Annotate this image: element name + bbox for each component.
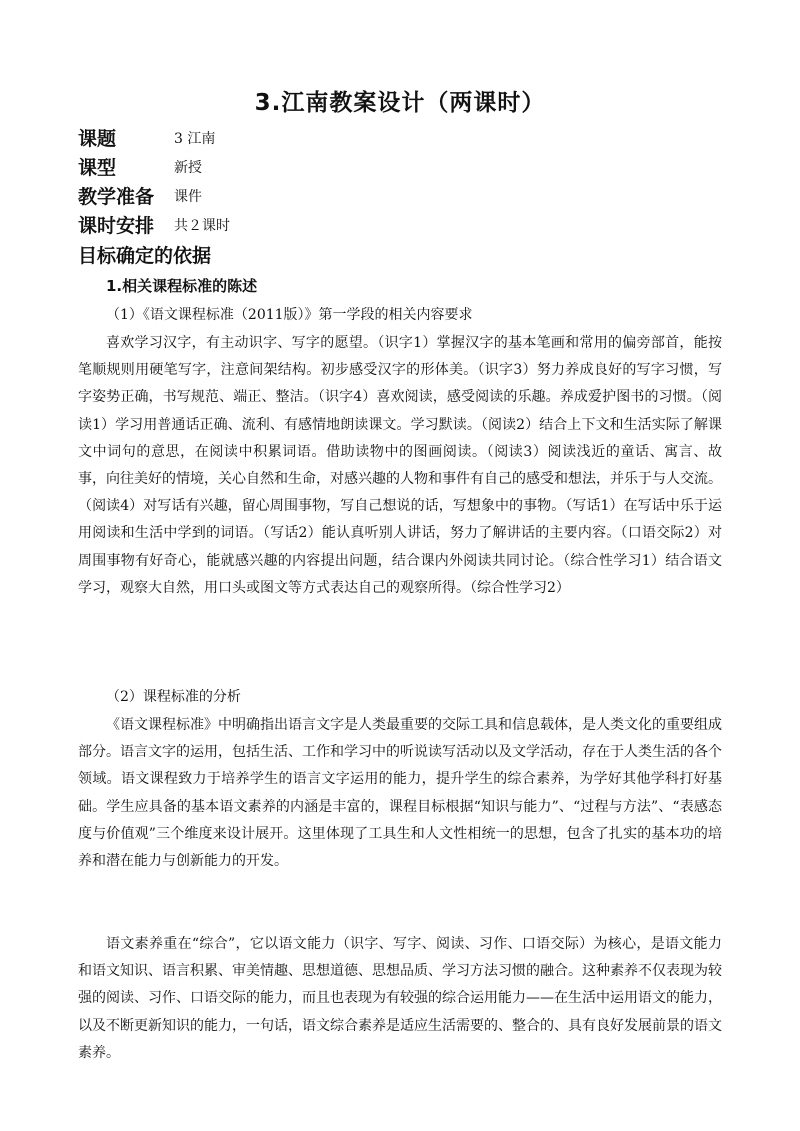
meta-label: 教学准备 — [78, 186, 155, 208]
document-title: 3.江南教案设计（两课时） — [254, 90, 546, 116]
meta-value: 共２课时 — [174, 218, 230, 234]
item2-title: （2）课程标准的分析 — [106, 689, 241, 705]
meta-value: 3 江南 — [174, 131, 216, 147]
item2-paragraph-1: 《语文课程标准》中明确指出语言文字是人类最重要的交际工具和信息载体，是人类文化的重要组成部分。语言文字的运用，包括生活、工作和学习中的听说读写活动以及文学活动，存在于人类生活的各个领域。语文课程致力于培养学生的语言文字运用的能力，提升学生的综合素养，为学好其他学科打好基础。学生应具备的基本语文素养的内涵是丰富的，课程目标根据“知识与能力”、“过程与方法”、“表感态度与价值观”三个维度来设计展开。这里体现了工具生和人文性相统一的思想，包含了扎实的基本功的培养和潜在能力与创新能力的开发。 — [78, 717, 722, 870]
meta-label: 课时安排 — [78, 215, 155, 237]
item2-paragraph-2: 语文素养重在“综合”，它以语文能力（识字、写字、阅读、习作、口语交际）为核心，是语文能力和语文知识、语言积累、审美情趣、思想道德、思想品质、学习方法习惯的融合。这种素养不仅表现为较强的阅读、习作、口语交际的能力，而且也表现为有较强的综合运用能力——在生活中运用语文的能力，以及不断更新知识的能力，一句话，语文综合素养是适应生活需要的、整合的、具有良好发展前景的语文素养。 — [78, 936, 722, 1061]
meta-label: 课型 — [78, 157, 117, 179]
meta-value: 新授 — [174, 160, 202, 176]
section-heading: 目标确定的依据 — [78, 245, 212, 267]
item1-paragraph: 喜欢学习汉字，有主动识字、写字的愿望。（识字1）掌握汉字的基本笔画和常用的偏旁部首，能按笔顺规则用硬笔写字，注意间架结构。初步感受汉字的形体美。（识字3）努力养成良好的写字习惯，写字姿势正确，书写规范、端正、整洁。（识字4）喜欢阅读，感受阅读的乐趣。养成爱护图书的习惯。（阅读1）学习用普通话正确、流利、有感情地朗读课文。学习默读。（阅读2）结合上下文和生活实际了解课文中词句的意思，在阅读中积累词语。借助读物中的图画阅读。（阅读3）阅读浅近的童话、寓言、故事，向往美好的情境，关心自然和生命，对感兴趣的人物和事件有自己的感受和想法，并乐于与人交流。（阅读4）对写话有兴趣，留心周围事物，写自己想说的话，写想象中的事物。（写话1）在写话中乐于运用阅读和生活中学到的词语。（写话2）能认真听别人讲话，努力了解讲话的主要内容。（口语交际2）对周围事物有好奇心，能就感兴趣的内容提出问题，结合课内外阅读共同讨论。（综合性学习1）结合语文学习，观察大自然，用口头或图文等方式表达自己的观察所得。（综合性学习2） — [78, 335, 722, 596]
meta-label: 课题 — [78, 128, 117, 150]
meta-value: 课件 — [174, 189, 202, 205]
item1-title: （1）《语文课程标准（2011版）》第一学段的相关内容要求 — [106, 307, 473, 323]
subsection-heading: 1.相关课程标准的陈述 — [106, 277, 258, 295]
